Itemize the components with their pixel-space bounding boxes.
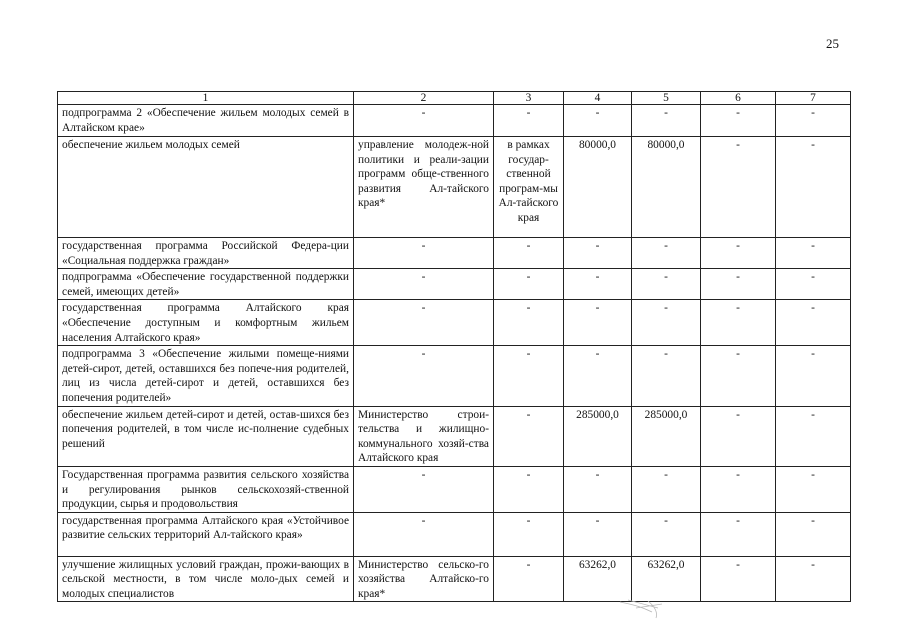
cell-program-name: улучшение жилищных условий граждан, прожи-вающих в сельской местности, в том числе моло-дых семей и молодых специалистов <box>58 556 354 602</box>
cell-value-4: 63262,0 <box>564 556 632 602</box>
cell-source: - <box>494 512 564 556</box>
cell-value-7: - <box>776 137 851 238</box>
column-header-2: 2 <box>354 92 494 105</box>
cell-value-7: - <box>776 105 851 137</box>
cell-executor: - <box>354 269 494 300</box>
table-row <box>58 300 851 346</box>
cell-executor: - <box>354 105 494 137</box>
cell-value-6: - <box>701 406 776 466</box>
page-number: 25 <box>826 36 839 51</box>
cell-executor: - <box>354 346 494 406</box>
cell-value-4: 285000,0 <box>564 406 632 466</box>
cell-value-5: 80000,0 <box>632 137 701 238</box>
cell-executor: - <box>354 238 494 269</box>
cell-value-7: - <box>776 238 851 269</box>
table-row <box>58 466 851 512</box>
cell-value-5: - <box>632 300 701 346</box>
cell-value-4: - <box>564 466 632 512</box>
cell-value-7: - <box>776 512 851 556</box>
cell-source: - <box>494 346 564 406</box>
cell-source: - <box>494 556 564 602</box>
cell-value-6: - <box>701 556 776 602</box>
table-header-row <box>58 92 851 105</box>
cell-program-name: обеспечение жильем детей-сирот и детей, остав-шихся без попечения родителей, в том числе ис-полнение судебных решений <box>58 406 354 466</box>
cell-executor: управление молодеж-ной политики и реали-зации программ обще-ственного развития Ал-тайского края* <box>354 137 494 238</box>
cell-value-4: 80000,0 <box>564 137 632 238</box>
cell-value-7: - <box>776 466 851 512</box>
cell-executor: Министерство строи-тельства и жилищно-коммунального хозяй-ства Алтайского края <box>354 406 494 466</box>
cell-value-7: - <box>776 269 851 300</box>
cell-value-5: 285000,0 <box>632 406 701 466</box>
cell-value-4: - <box>564 300 632 346</box>
column-header-1: 1 <box>58 92 354 105</box>
cell-value-4: - <box>564 105 632 137</box>
cell-executor: - <box>354 466 494 512</box>
scan-mark-icon <box>618 598 668 620</box>
cell-value-7: - <box>776 300 851 346</box>
table-row <box>58 556 851 602</box>
cell-value-6: - <box>701 466 776 512</box>
cell-value-5: - <box>632 346 701 406</box>
cell-program-name: Государственная программа развития сельского хозяйства и регулирования рынков сельскохозяй-ственной продукции, сырья и продовольствия <box>58 466 354 512</box>
cell-source: - <box>494 269 564 300</box>
cell-value-4: - <box>564 238 632 269</box>
table-row <box>58 105 851 137</box>
cell-source: - <box>494 466 564 512</box>
cell-value-6: - <box>701 346 776 406</box>
program-table <box>57 91 851 602</box>
table-row <box>58 137 851 238</box>
table-row <box>58 346 851 406</box>
cell-value-4: - <box>564 346 632 406</box>
cell-source: в рамках государ-ственной програм-мы Ал-тайского края <box>494 137 564 238</box>
cell-value-4: - <box>564 512 632 556</box>
column-header-7: 7 <box>776 92 851 105</box>
cell-source: - <box>494 238 564 269</box>
cell-executor: - <box>354 512 494 556</box>
cell-value-4: - <box>564 269 632 300</box>
table-row <box>58 406 851 466</box>
column-header-3: 3 <box>494 92 564 105</box>
column-header-5: 5 <box>632 92 701 105</box>
cell-program-name: подпрограмма «Обеспечение государственной поддержки семей, имеющих детей» <box>58 269 354 300</box>
table-row <box>58 238 851 269</box>
cell-value-7: - <box>776 556 851 602</box>
cell-value-6: - <box>701 105 776 137</box>
cell-value-7: - <box>776 406 851 466</box>
table-row <box>58 269 851 300</box>
cell-source: - <box>494 406 564 466</box>
cell-program-name: государственная программа Российской Федера-ции «Социальная поддержка граждан» <box>58 238 354 269</box>
cell-executor: - <box>354 300 494 346</box>
cell-value-5: - <box>632 105 701 137</box>
column-header-6: 6 <box>701 92 776 105</box>
cell-value-5: - <box>632 269 701 300</box>
table-row <box>58 512 851 556</box>
cell-value-6: - <box>701 269 776 300</box>
cell-program-name: государственная программа Алтайского края «Обеспечение доступным и комфортным жильем населения Алтайского края» <box>58 300 354 346</box>
cell-value-6: - <box>701 137 776 238</box>
cell-source: - <box>494 105 564 137</box>
cell-program-name: подпрограмма 3 «Обеспечение жилыми помеще-ниями детей-сирот, детей, оставшихся без попече-ния родителей, лиц из числа детей-сирот и детей, оставшихся без попечения родителей» <box>58 346 354 406</box>
cell-value-7: - <box>776 346 851 406</box>
cell-value-5: - <box>632 512 701 556</box>
cell-program-name: государственная программа Алтайского края «Устойчивое развитие сельских территорий Ал-тайского края» <box>58 512 354 556</box>
cell-value-5: - <box>632 238 701 269</box>
cell-source: - <box>494 300 564 346</box>
cell-value-5: - <box>632 466 701 512</box>
cell-executor: Министерство сельско-го хозяйства Алтайско-го края* <box>354 556 494 602</box>
cell-value-6: - <box>701 238 776 269</box>
cell-value-6: - <box>701 512 776 556</box>
column-header-4: 4 <box>564 92 632 105</box>
cell-value-6: - <box>701 300 776 346</box>
cell-program-name: обеспечение жильем молодых семей <box>58 137 354 238</box>
cell-value-5: 63262,0 <box>632 556 701 602</box>
cell-program-name: подпрограмма 2 «Обеспечение жильем молодых семей в Алтайском крае» <box>58 105 354 137</box>
